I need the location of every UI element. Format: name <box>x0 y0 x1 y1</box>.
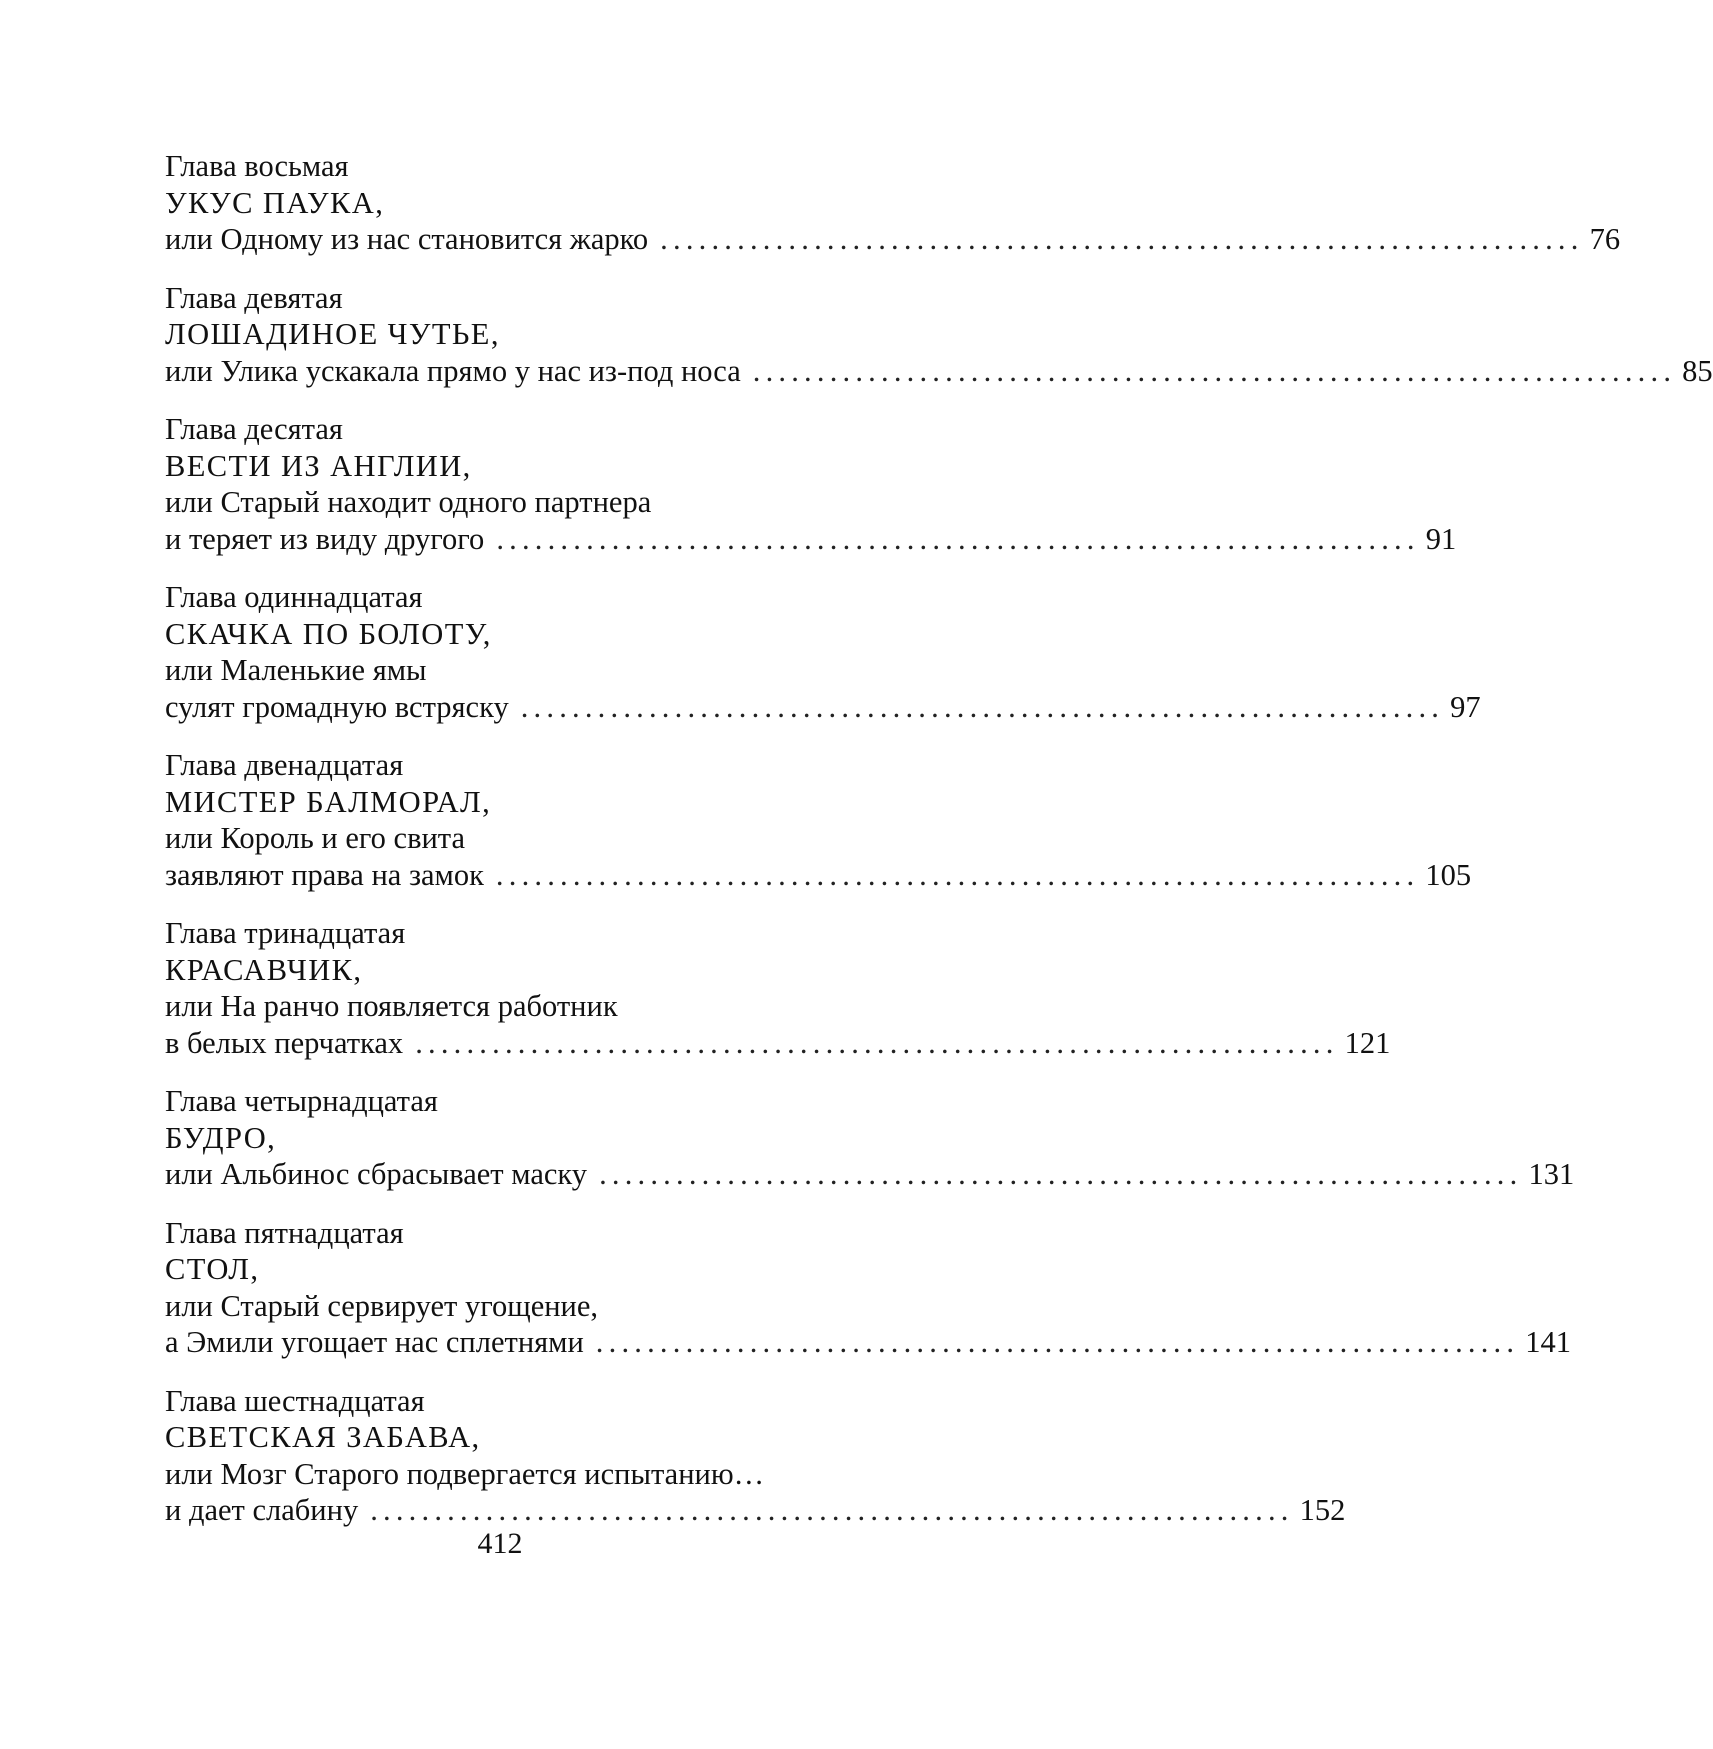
dot-leader: ........................................................................ <box>495 857 1420 892</box>
chapter-subtitle: или Альбинос сбрасывает маску <box>165 1157 588 1191</box>
chapter-number: Глава пятнадцатая <box>165 1215 404 1250</box>
toc-entry <box>165 411 1457 557</box>
toc-entry <box>165 915 1391 1061</box>
toc-entry <box>165 579 1481 725</box>
chapter-subtitle: или Старый сервирует угощение, <box>165 1288 599 1323</box>
chapter-number: Глава тринадцатая <box>165 916 406 950</box>
chapter-subtitle: и дает слабину <box>165 1493 359 1527</box>
chapter-title: УКУС ПАУКА, <box>165 185 385 220</box>
chapter-subtitle-line <box>165 1324 1571 1361</box>
chapter-subtitle: или На ранчо появляется работник <box>165 989 618 1023</box>
dot-leader: ........................................................................ <box>752 353 1677 388</box>
chapter-subtitle-line <box>165 689 1481 726</box>
dot-leader: ........................................................................ <box>370 1493 1294 1527</box>
toc-entry <box>165 1215 1571 1361</box>
page-reference: 97 <box>1450 689 1481 724</box>
page-number: 412 <box>477 1527 523 1560</box>
chapter-number: Глава двенадцатая <box>165 748 404 782</box>
dot-leader: ........................................................................ <box>599 1157 1523 1191</box>
chapter-number: Глава восьмая <box>165 149 349 183</box>
chapter-subtitle: заявляют права на замок <box>165 857 484 892</box>
page-reference: 91 <box>1425 521 1457 556</box>
chapter-subtitle: а Эмили угощает нас сплетнями <box>165 1325 584 1359</box>
toc-entry <box>165 148 1621 258</box>
page-reference: 85 <box>1682 353 1713 388</box>
page-reference: 105 <box>1425 857 1472 892</box>
chapter-subtitle: и теряет из виду другого <box>165 521 485 556</box>
chapter-title: КРАСАВЧИК, <box>165 952 363 987</box>
chapter-subtitle: или Король и его свита <box>165 821 466 855</box>
chapter-title: ВЕСТИ ИЗ АНГЛИИ, <box>165 448 472 483</box>
page-reference: 131 <box>1528 1157 1575 1191</box>
chapter-title: СВЕТСКАЯ ЗАБАВА, <box>165 1420 481 1454</box>
toc-entry <box>165 1083 1575 1193</box>
chapter-number: Глава десятая <box>165 412 343 446</box>
chapter-subtitle-line <box>165 353 1713 390</box>
chapter-subtitle-line <box>165 1492 1346 1529</box>
chapter-number: Глава четырнадцатая <box>165 1084 438 1118</box>
chapter-subtitle: или Маленькие ямы <box>165 653 427 687</box>
chapter-title: МИСТЕР БАЛМОРАЛ, <box>165 784 492 819</box>
toc-entry <box>165 747 1472 893</box>
chapter-number: Глава одиннадцатая <box>165 580 423 614</box>
chapter-title: СТОЛ, <box>165 1252 260 1286</box>
toc-entry <box>165 1383 1346 1529</box>
chapter-subtitle: или Одному из нас становится жарко <box>165 222 649 256</box>
chapter-subtitle: или Улика ускакала прямо у нас из-под носа <box>165 353 741 388</box>
chapter-subtitle: сулят громадную встряску <box>165 689 509 724</box>
toc-entry <box>165 280 1713 390</box>
chapter-subtitle-line <box>165 1156 1575 1193</box>
dot-leader: ........................................................................ <box>520 689 1445 724</box>
page-reference: 141 <box>1525 1325 1571 1359</box>
chapter-number: Глава шестнадцатая <box>165 1383 425 1418</box>
chapter-subtitle-line <box>165 1025 1391 1062</box>
chapter-subtitle: или Старый находит одного партнера <box>165 485 652 519</box>
dot-leader: ........................................................................ <box>415 1025 1339 1060</box>
dot-leader: ........................................................................ <box>595 1325 1520 1359</box>
page-reference: 152 <box>1299 1493 1346 1527</box>
chapter-subtitle: или Мозг Старого подвергается испытанию… <box>165 1456 765 1491</box>
dot-leader: ........................................................................ <box>660 222 1584 256</box>
chapter-subtitle-line <box>165 221 1621 258</box>
dot-leader: ........................................................................ <box>496 521 1420 556</box>
chapter-subtitle: в белых перчатках <box>165 1025 404 1060</box>
chapter-number: Глава девятая <box>165 280 343 315</box>
chapter-title: СКАЧКА ПО БОЛОТУ, <box>165 616 492 651</box>
page-reference: 76 <box>1589 222 1621 256</box>
chapter-subtitle-line <box>165 521 1457 558</box>
chapter-subtitle-line <box>165 857 1472 894</box>
chapter-title: ЛОШАДИНОЕ ЧУТЬЕ, <box>165 317 500 351</box>
page-reference: 121 <box>1344 1025 1391 1060</box>
chapter-title: БУДРО, <box>165 1120 277 1155</box>
table-of-contents <box>165 148 1713 1551</box>
